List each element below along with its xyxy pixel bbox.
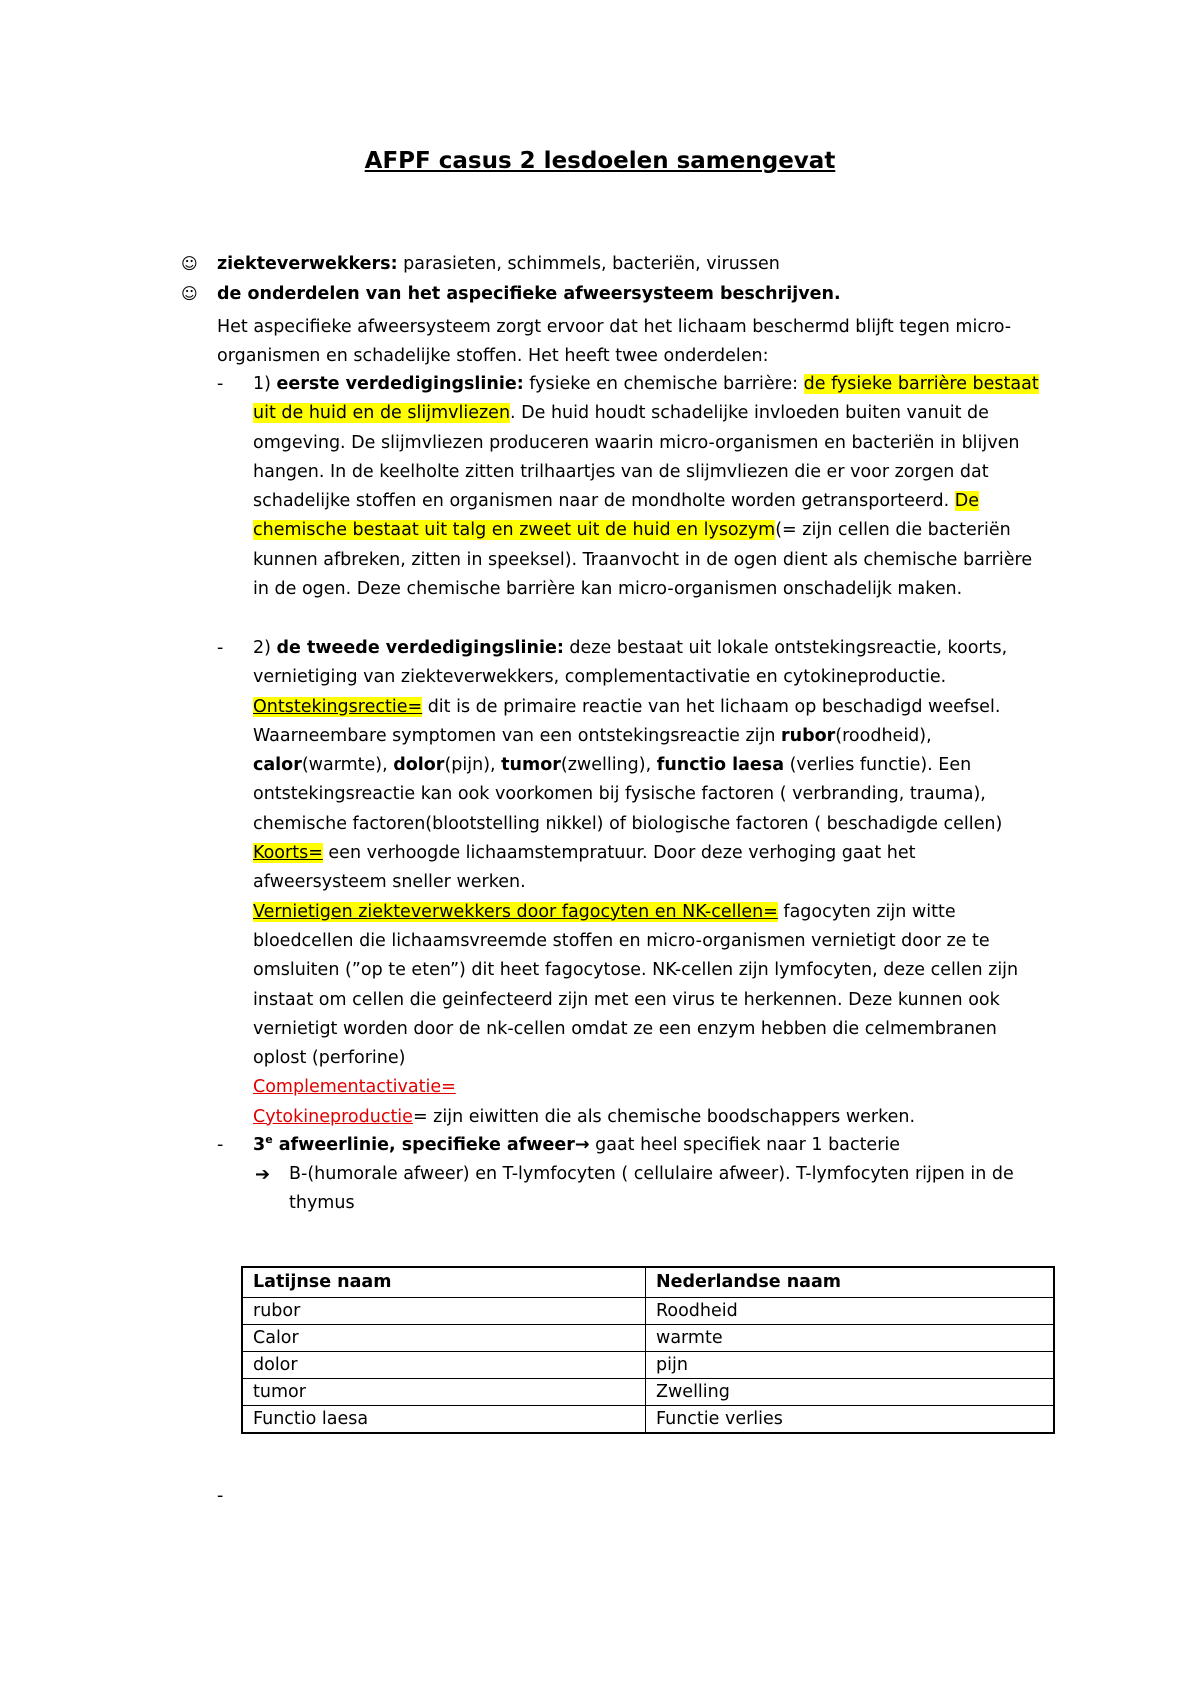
- cytokine-paragraph: Cytokineproductie= zijn eiwitten die als chemische boodschappers werken.: [253, 1106, 916, 1127]
- table-header-dutch: Nederlandse naam: [646, 1267, 1055, 1297]
- table-row: [242, 1351, 1054, 1378]
- table-cell: Zwelling: [646, 1378, 1055, 1405]
- table-cell: Functio laesa: [242, 1405, 646, 1433]
- page-title: AFPF casus 2 lesdoelen samengevat: [364, 148, 836, 174]
- table-row: [242, 1297, 1054, 1324]
- table-row: [242, 1378, 1054, 1405]
- table-header-row: [242, 1267, 1054, 1297]
- second-defense-line: 2) de tweede verdedigingslinie: deze bestaat uit lokale ontstekingsreactie, koorts, vernietiging van ziekteverwekkers, complementactivatie en cytokineproductie. Ontstekingsrectie= dit is de primaire reactie van het lichaam op beschadigd weefsel. Waarneembare symptomen van een ontstekingsreactie zijn rubor(roodheid), calor(warmte), dolor(pijn), tumor(zwelling), functio laesa (verlies functie). Een ontstekingsreactie kan ook voorkomen bij fysische factoren ( verbranding, trauma), chemische factoren(blootstelling nikkel) of biologische factoren ( beschadigde cellen) Koorts= een verhoogde lichaamstempratuur. Door deze verhoging gaat het afweersysteem sneller werken. Vernietigen ziekteverwekkers door fagocyten en NK-cellen= fagocyten zijn witte bloedcellen die lichaamsvreemde stoffen en micro-organismen vernietigt door ze te omsluiten (”op te eten”) dit heet fagocytose. NK-cellen zijn lymfocyten, deze cellen zijn instaat om cellen die geinfecteerd zijn met een virus te herkennen. Deze kunnen ook vernietigt worden door de nk-cellen omdat ze een enzym hebben die celmembranen oplost (perforine) Complementactivatie= Cytokineproductie= zijn eiwitten die als chemische boodschappers werken.: [253, 634, 1053, 1132]
- table-cell: dolor: [242, 1351, 646, 1378]
- third-defense-line: 3e afweerlinie, specifieke afweer→ gaat heel specifiek naar 1 bacterie: [253, 1133, 901, 1155]
- bullet-text: ziekteverwekkers: parasieten, schimmels, bacteriën, virussen: [217, 254, 780, 274]
- table-header-latin: Latijnse naam: [242, 1267, 646, 1297]
- dash-marker: -: [217, 374, 224, 394]
- intro-paragraph: Het aspecifieke afweersysteem zorgt ervoor dat het lichaam beschermd blijft tegen micro-organismen en schadelijke stoffen. Het heeft twee onderdelen:: [217, 317, 1012, 367]
- table-row: [242, 1405, 1054, 1433]
- table-cell: Calor: [242, 1324, 646, 1351]
- arrow-icon: →: [574, 1135, 590, 1155]
- arrow-right-icon: ➔: [255, 1164, 271, 1185]
- table-cell: Roodheid: [646, 1297, 1055, 1324]
- phagocytes-paragraph: Vernietigen ziekteverwekkers door fagocyten en NK-cellen= fagocyten zijn witte bloedcellen die lichaamsvreemde stoffen en micro-organismen vernietigt door ze te omsluiten (”op te eten”) dit heet fagocytose. NK-cellen zijn lymfocyten, deze cellen zijn instaat om cellen die geinfecteerd zijn met een virus te herkennen. Deze kunnen ook vernietigt worden door de nk-cellen omdat ze een enzym hebben die celmembranen oplost (perforine): [253, 901, 1019, 1069]
- first-defense-line: 1) eerste verdedigingslinie: fysieke en chemische barrière: de fysieke barrière bestaat uit de huid en de slijmvliezen. De huid houdt schadelijke invloeden buiten vanuit de omgeving. De slijmvliezen produceren waarin micro-organismen en bacteriën in blijven hangen. In de keelholte zitten trilhaartjes van de slijmvliezen die er voor zorgen dat schadelijke stoffen en organismen naar de mondholte worden getransporteerd. De chemische bestaat uit talg en zweet uit de huid en lysozym(= zijn cellen die bacteriën kunnen afbreken, zitten in speeksel). Traanvocht in de ogen dient als chemische barrière in de ogen. Deze chemische barrière kan micro-organismen onschadelijk maken.: [253, 374, 1039, 600]
- bullet-text: de onderdelen van het aspecifieke afweersysteem beschrijven.: [217, 284, 841, 304]
- table-cell: warmte: [646, 1324, 1055, 1351]
- table-cell: tumor: [242, 1378, 646, 1405]
- table-row: [242, 1324, 1054, 1351]
- dash-marker: -: [217, 1486, 224, 1506]
- lymphocytes-text: B-(humorale afweer) en T-lymfocyten ( cellulaire afweer). T-lymfocyten rijpen in de thymus: [289, 1164, 1014, 1214]
- fever-paragraph: Koorts= een verhoogde lichaamstempratuur. Door deze verhoging gaat het afweersysteem sneller werken.: [253, 843, 916, 893]
- dash-marker: -: [217, 1135, 224, 1155]
- smiley-icon: ☺: [181, 284, 198, 303]
- dash-marker: -: [217, 638, 224, 658]
- table-cell: rubor: [242, 1297, 646, 1324]
- smiley-icon: ☺: [181, 254, 198, 273]
- table-cell: pijn: [646, 1351, 1055, 1378]
- table-cell: Functie verlies: [646, 1405, 1055, 1433]
- complement-paragraph: Complementactivatie=: [253, 1077, 456, 1098]
- names-table: [241, 1266, 1055, 1434]
- inflammation-paragraph: Ontstekingsrectie= dit is de primaire reactie van het lichaam op beschadigd weefsel. Waarneembare symptomen van een ontstekingsreactie zijn rubor(roodheid), calor(warmte), dolor(pijn), tumor(zwelling), functio laesa (verlies functie). Een ontstekingsreactie kan ook voorkomen bij fysische factoren ( verbranding, trauma), chemische factoren(blootstelling nikkel) of biologische factoren ( beschadigde cellen): [253, 696, 1003, 834]
